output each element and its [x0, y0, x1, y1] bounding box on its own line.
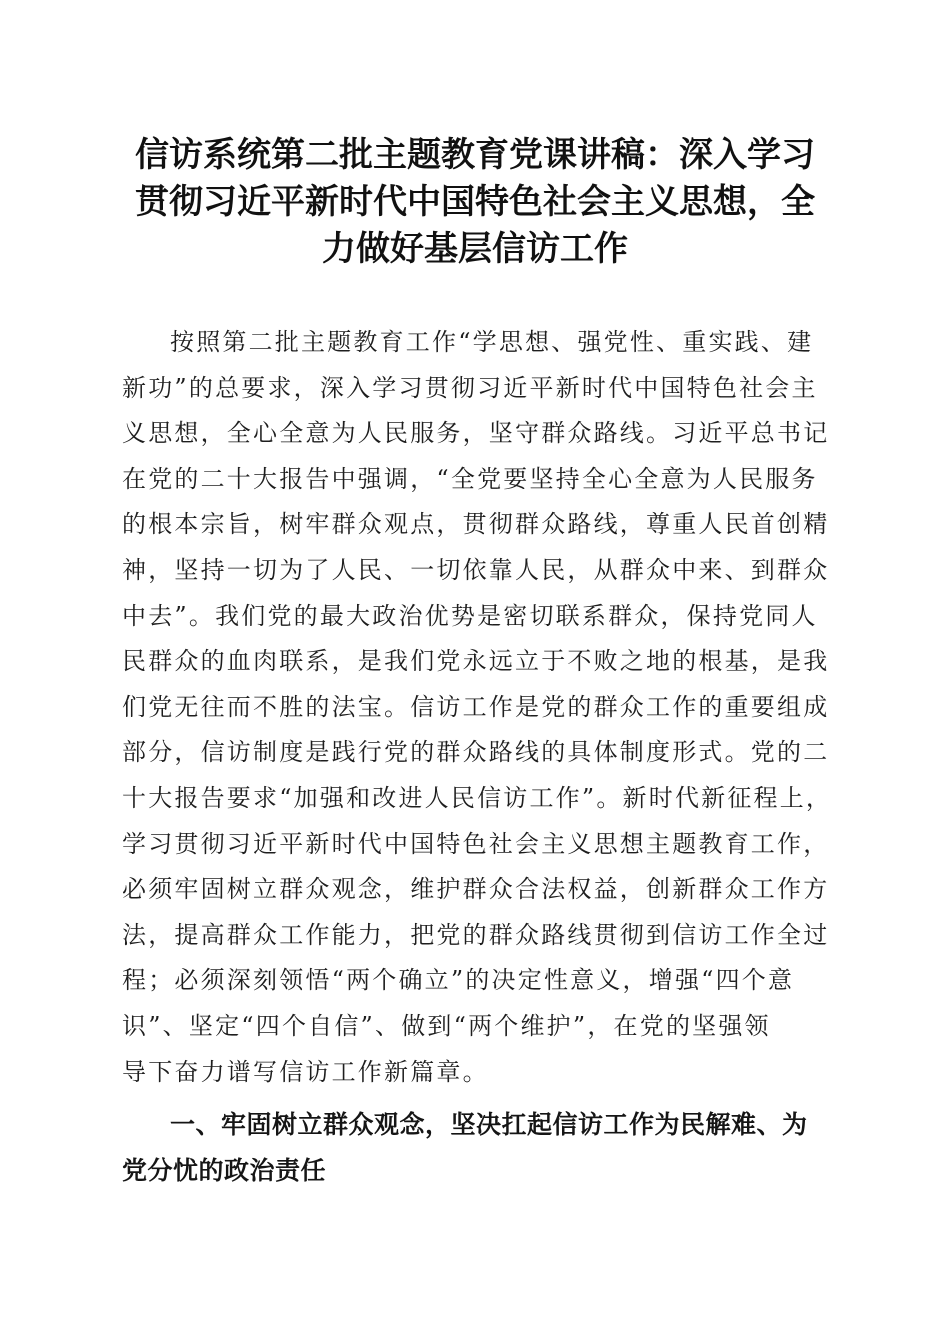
paragraph-line: 神，坚持一切为了人民、一切依靠人民，从群众中来、到群众: [122, 555, 830, 584]
section-heading-line: 一、牢固树立群众观念，坚决扛起信访工作为民解难、为: [170, 1109, 808, 1139]
title-line: 力做好基层信访工作: [322, 229, 628, 269]
paragraph-line: 必须牢固树立群众观念，维护群众合法权益，创新群众工作方: [122, 875, 830, 904]
title-line: 贯彻习近平新时代中国特色社会主义思想，全: [135, 182, 815, 222]
intro-paragraph: [122, 320, 842, 1095]
paragraph-line: 导下奋力谱写信访工作新篇章。: [122, 1057, 489, 1086]
paragraph-line: 识”、坚定“四个自信”、做到“两个维护”，在党的坚强领: [122, 1011, 771, 1040]
paragraph-line: 法，提高群众工作能力，把党的群众路线贯彻到信访工作全过: [122, 920, 830, 949]
section-heading: [122, 1102, 842, 1194]
paragraph-line: 学习贯彻习近平新时代中国特色社会主义思想主题教育工作，: [122, 829, 830, 858]
paragraph-line: 义思想，全心全意为人民服务，坚守群众路线。习近平总书记: [122, 419, 830, 448]
title-line: 信访系统第二批主题教育党课讲稿：深入学习: [135, 135, 815, 175]
paragraph-line: 的根本宗旨，树牢群众观点，贯彻群众路线，尊重人民首创精: [122, 510, 830, 539]
paragraph-line: 新功”的总要求，深入学习贯彻习近平新时代中国特色社会主: [122, 373, 818, 402]
paragraph-line: 程；必须深刻领悟“两个确立”的决定性意义，增强“四个意: [122, 966, 795, 995]
section-heading-line: 党分忧的政治责任: [122, 1155, 327, 1185]
paragraph-line: 在党的二十大报告中强调，“全党要坚持全心全意为人民服务: [122, 464, 818, 493]
paragraph-line: 按照第二批主题教育工作“学思想、强党性、重实践、建: [170, 328, 814, 356]
paragraph-line: 们党无往而不胜的法宝。信访工作是党的群众工作的重要组成: [122, 692, 830, 721]
paragraph-line: 中去”。我们党的最大政治优势是密切联系群众，保持党同人: [122, 601, 818, 630]
paragraph-line: 部分，信访制度是践行党的群众路线的具体制度形式。党的二: [122, 738, 830, 767]
document-title: [100, 132, 850, 273]
paragraph-line: 十大报告要求“加强和改进人民信访工作”。新时代新征程上，: [122, 783, 833, 812]
paragraph-line: 民群众的血肉联系，是我们党永远立于不败之地的根基，是我: [122, 647, 830, 676]
